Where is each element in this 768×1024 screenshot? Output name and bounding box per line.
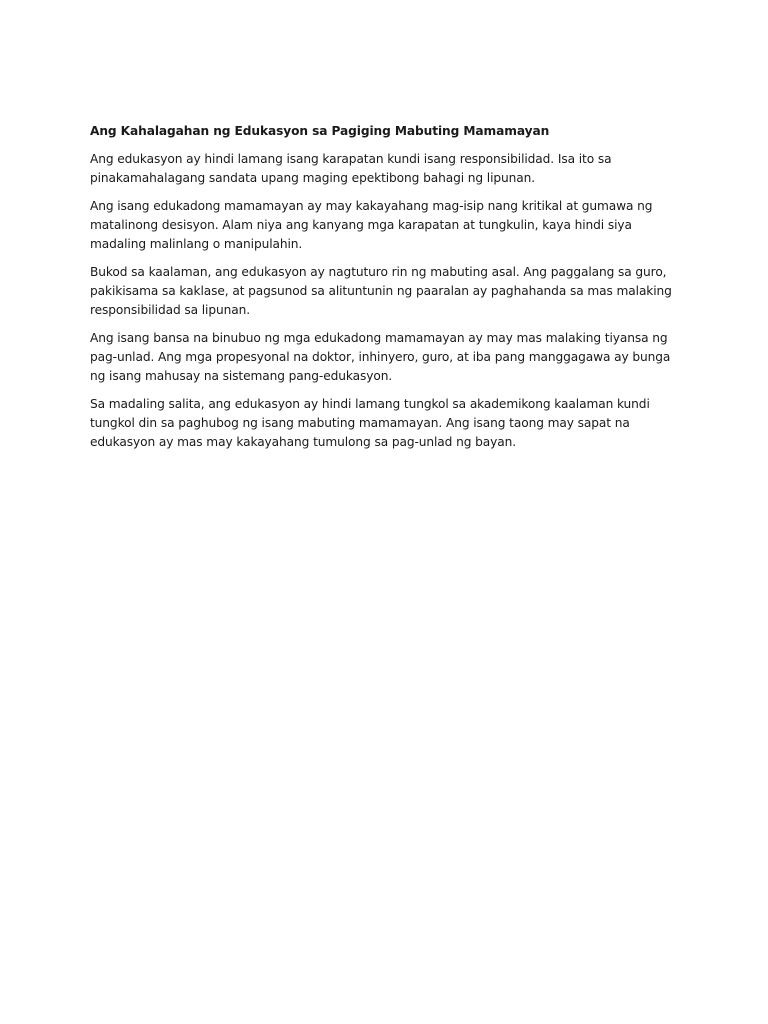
paragraph: Bukod sa kaalaman, ang edukasyon ay nagtuturo rin ng mabuting asal. Ang paggalang sa guro, pakikisama sa kaklase, at pagsunod sa alituntunin ng paaralan ay paghahanda sa mas malaking responsibilidad sa lipunan.: [90, 265, 672, 317]
paragraph: Ang edukasyon ay hindi lamang isang karapatan kundi isang responsibilidad. Isa ito sa pinakamahalagang sandata upang maging epektibong bahagi ng lipunan.: [90, 152, 612, 185]
paragraph: Ang isang bansa na binubuo ng mga edukadong mamamayan ay may mas malaking tiyansa ng pag-unlad. Ang mga propesyonal na doktor, inhinyero, guro, at iba pang manggagawa ay bunga ng isang mahusay na sistemang pang-edukasyon.: [90, 331, 671, 383]
paragraph: Ang isang edukadong mamamayan ay may kakayahang mag-isip nang kritikal at gumawa ng matalinong desisyon. Alam niya ang kanyang mga karapatan at tungkulin, kaya hindi siya madaling malinlang o manipulahin.: [90, 199, 653, 251]
paragraph: Sa madaling salita, ang edukasyon ay hindi lamang tungkol sa akademikong kaalaman kundi tungkol din sa paghubog ng isang mabuting mamamayan. Ang isang taong may sapat na edukasyon ay mas may kakayahang tumulong sa pag-unlad ng bayan.: [90, 397, 650, 449]
document-body: [90, 122, 680, 461]
document-title: Ang Kahalagahan ng Edukasyon sa Pagiging Mabuting Mamamayan: [90, 124, 550, 138]
